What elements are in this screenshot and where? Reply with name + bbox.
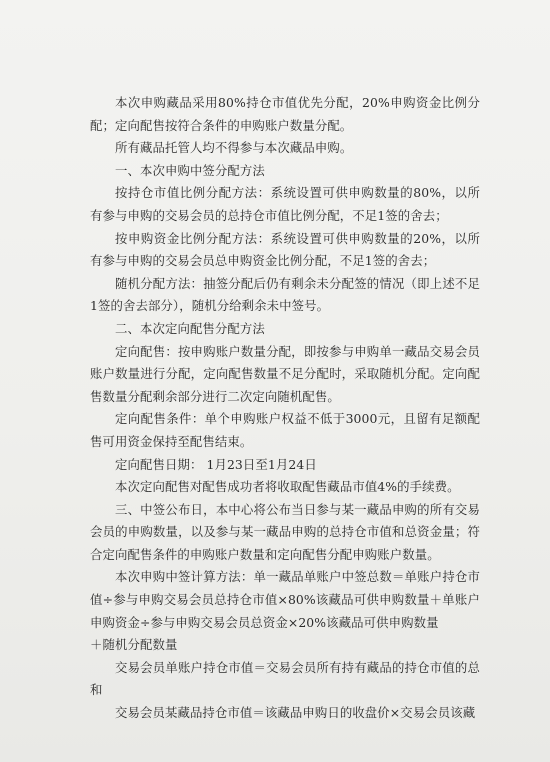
section-heading-1: 一、本次申购中签分配方法 [115,162,265,178]
paragraph-placement-fee: 本次定向配售对配售成功者将收取配售藏品市值4%的手续费。 [115,479,460,495]
paragraph-placement-conditions: 定向配售条件：单个申购账户权益不低于3000元，且留有足额配售可用资金保持至配售结束。 [90,411,480,449]
paragraph-account-market-value: 交易会员单账户持仓市值＝交易会员所有持有藏品的持仓市值的总和 [90,659,480,698]
paragraph-directed-placement: 定向配售：按申购账户数量分配，即按参与申购单一藏品交易会员账户数量进行分配，定向配售数量不足分配时，采取随机分配。定向配售数量分配剩余部分进行二次定向随机配售。 [90,343,480,404]
section-heading-2: 二、本次定向配售分配方法 [115,320,265,336]
section-heading-3: 三、中签公布日，本中心将公布当日参与某一藏品申购的所有交易会员的申购数量，以及参与某一藏品申购的总持仓市值和总资金量；符合定向配售条件的申购账户数量和定向配售分配申购账户数量。 [90,501,480,562]
paragraph-allocation-intro: 本次申购藏品采用80%持仓市值优先分配，20%申购资金比例分配；定向配售按符合条件的申购账户数量分配。 [90,95,480,133]
paragraph-item-market-value: 交易会员某藏品持仓市值＝该藏品申购日的收盘价×交易会员该藏 [115,705,476,721]
paragraph-random-quantity: ＋随机分配数量 [90,637,178,653]
document-body [90,92,480,725]
paragraph-random-method: 随机分配方法：抽签分配后仍有剩余未分配签的情况（即上述不足1签的舍去部分），随机分给剩余未中签号。 [90,275,480,314]
paragraph-calculation-method: 本次申购中签计算方法：单一藏品单账户中签总数＝单账户持仓市值÷参与申购交易会员总持仓市值×80%该藏品可供申购数量＋单账户申购资金÷参与申购交易会员总资金×20%该藏品可供申购数量 [90,569,480,630]
paragraph-funds-method: 按申购资金比例分配方法：系统设置可供申购数量的20%，以所有参与申购的交易会员总申购资金比例分配，不足1签的舍去； [90,230,480,269]
paragraph-placement-dates: 定向配售日期： 1月23日至1月24日 [115,456,317,472]
paragraph-market-value-method: 按持仓市值比例分配方法：系统设置可供申购数量的80%，以所有参与申购的交易会员的总持仓市值比例分配，不足1签的舍去； [90,185,480,223]
paragraph-custodian-rule: 所有藏品托管人均不得参与本次藏品申购。 [115,140,353,156]
